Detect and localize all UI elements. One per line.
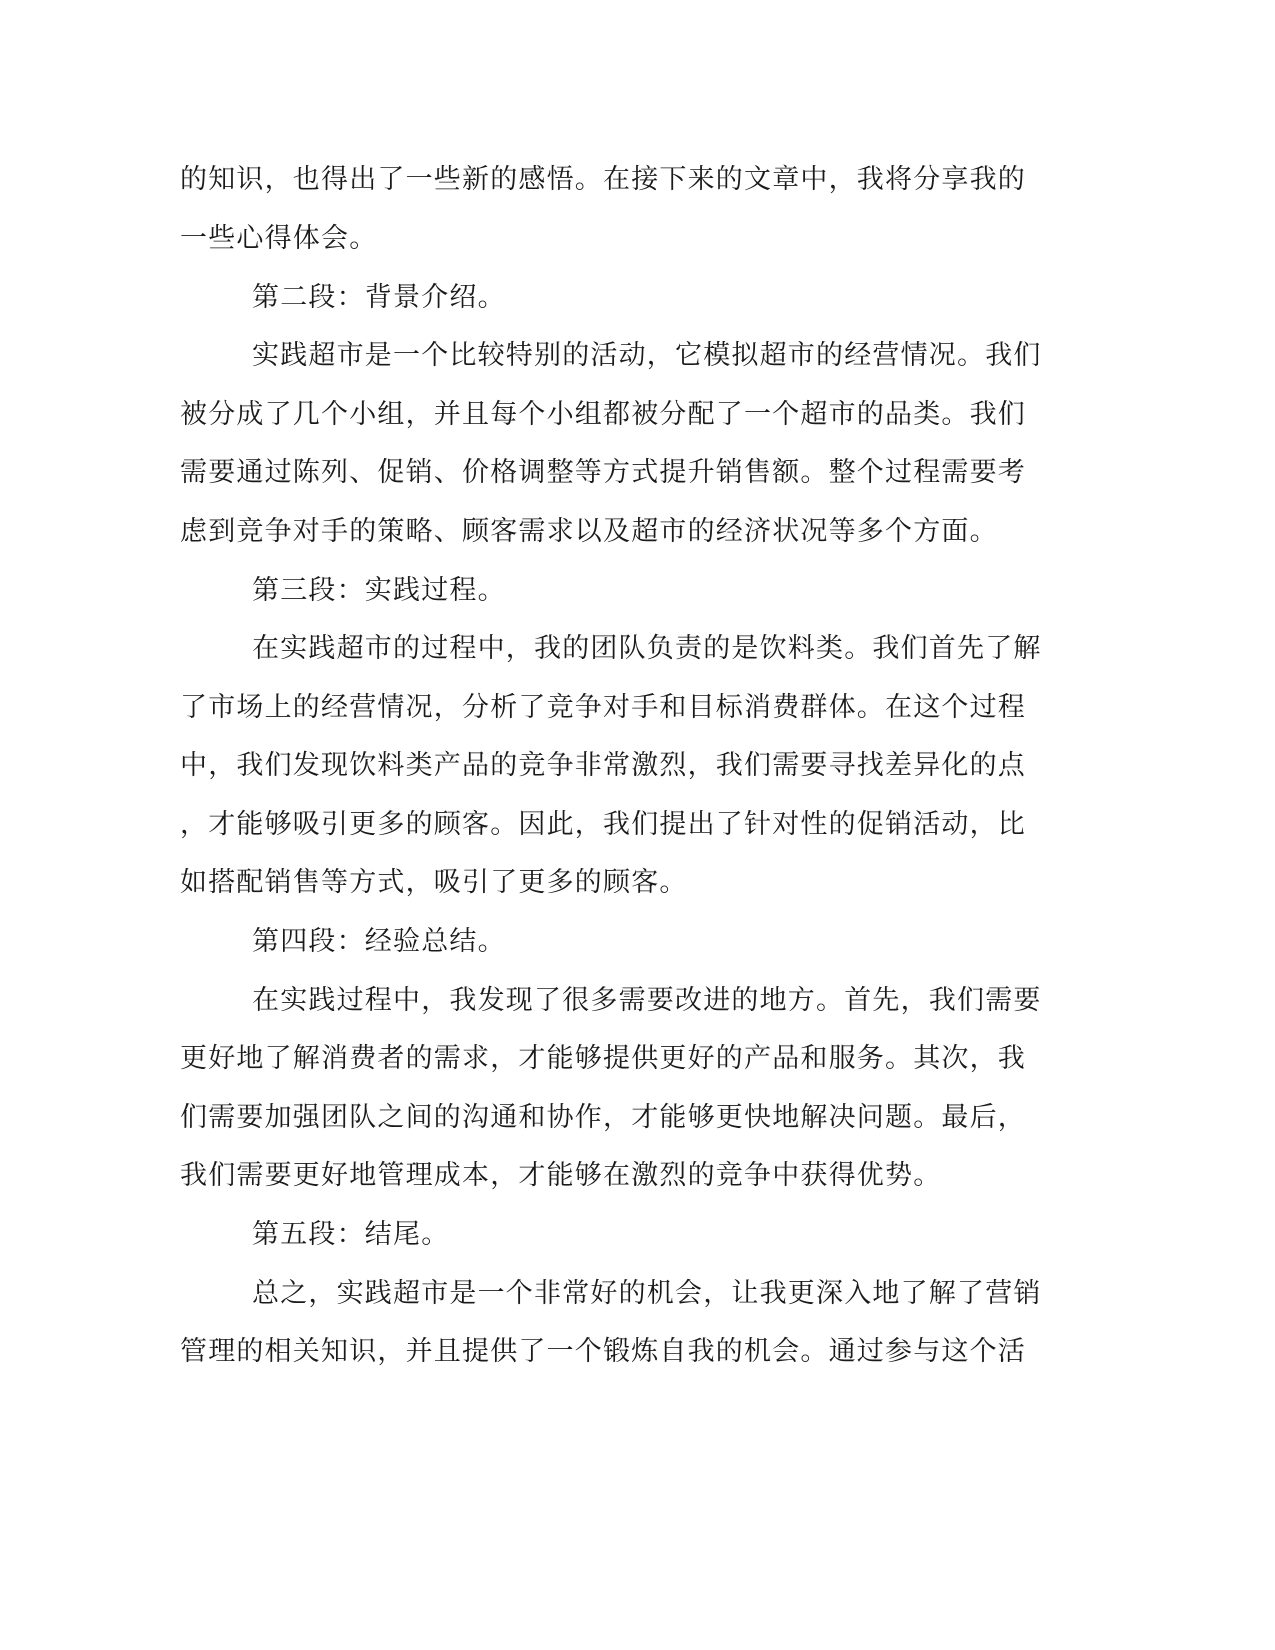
text-line: 一些心得体会。 <box>180 223 378 254</box>
text-line: 们需要加强团队之间的沟通和协作，才能够更快地解决问题。最后， <box>180 1102 1026 1133</box>
text-line: 了市场上的经营情况，分析了竞争对手和目标消费群体。在这个过程 <box>180 692 1026 723</box>
text-line: 被分成了几个小组，并且每个小组都被分配了一个超市的品类。我们 <box>180 399 1026 430</box>
text-line: 的知识，也得出了一些新的感悟。在接下来的文章中，我将分享我的 <box>180 164 1026 195</box>
text-line: 虑到竞争对手的策略、顾客需求以及超市的经济状况等多个方面。 <box>180 516 998 547</box>
text-line: 我们需要更好地管理成本，才能够在激烈的竞争中获得优势。 <box>180 1160 942 1191</box>
section-heading: 第四段：经验总结。 <box>252 926 506 957</box>
text-line: 在实践过程中，我发现了很多需要改进的地方。首先，我们需要 <box>252 985 1042 1016</box>
section-heading: 第五段：结尾。 <box>252 1219 450 1250</box>
text-line: 需要通过陈列、促销、价格调整等方式提升销售额。整个过程需要考 <box>180 457 1026 488</box>
text-line: 如搭配销售等方式，吸引了更多的顾客。 <box>180 867 688 898</box>
text-line: 更好地了解消费者的需求，才能够提供更好的产品和服务。其次，我 <box>180 1043 1026 1074</box>
text-line: 在实践超市的过程中，我的团队负责的是饮料类。我们首先了解 <box>252 633 1042 664</box>
text-line: 中，我们发现饮料类产品的竞争非常激烈，我们需要寻找差异化的点 <box>180 750 1026 781</box>
text-line: 管理的相关知识，并且提供了一个锻炼自我的机会。通过参与这个活 <box>180 1336 1026 1367</box>
text-line: ，才能够吸引更多的顾客。因此，我们提出了针对性的促销活动，比 <box>180 809 1026 840</box>
section-heading: 第三段：实践过程。 <box>252 575 506 606</box>
text-line: 实践超市是一个比较特别的活动，它模拟超市的经营情况。我们 <box>252 340 1042 371</box>
text-line: 总之，实践超市是一个非常好的机会，让我更深入地了解了营销 <box>252 1278 1042 1309</box>
section-heading: 第二段：背景介绍。 <box>252 282 506 313</box>
